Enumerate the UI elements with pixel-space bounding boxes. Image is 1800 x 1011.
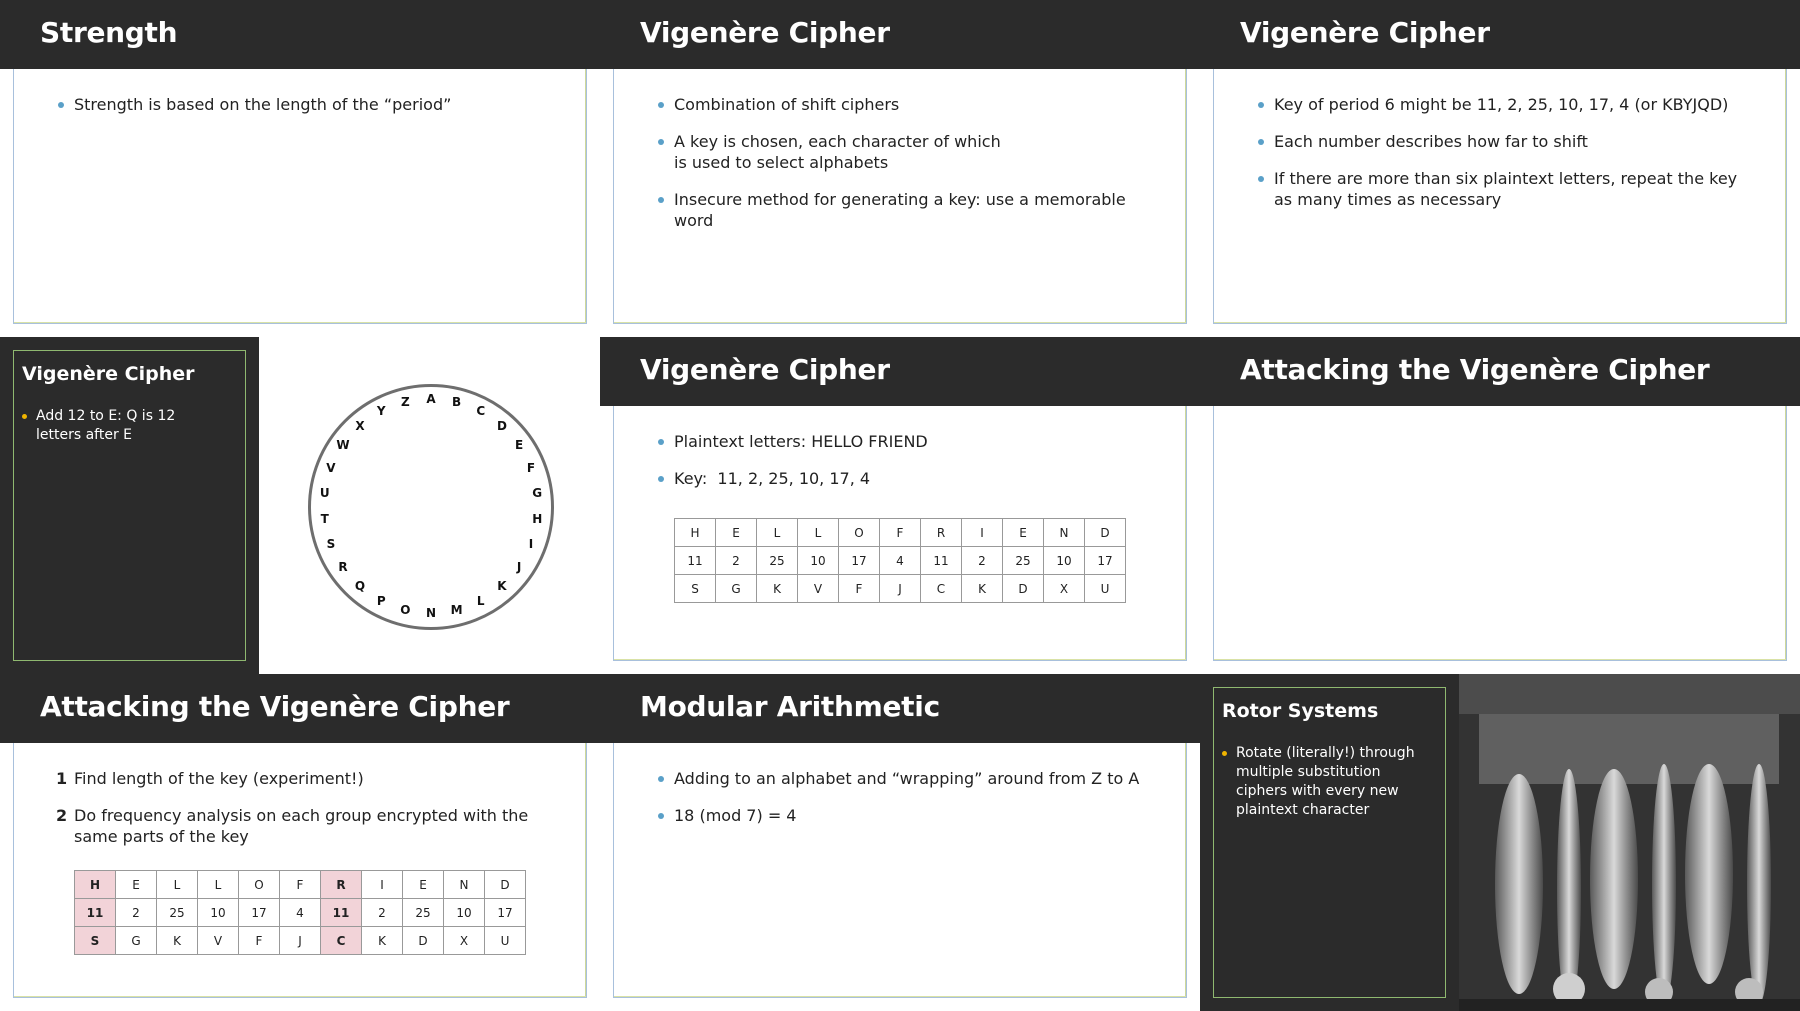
- table-cell: 11: [675, 547, 716, 575]
- table-cell: N: [444, 871, 485, 899]
- wheel-letter: L: [476, 593, 485, 608]
- table-cell: K: [962, 575, 1003, 603]
- slide-modular-arithmetic[interactable]: [600, 674, 1200, 1011]
- table-cell: 11: [321, 899, 362, 927]
- step-text: Find length of the key (experiment!): [74, 769, 364, 788]
- table-cell: F: [880, 519, 921, 547]
- slide-title: Vigenère Cipher: [640, 353, 890, 386]
- slide-frame: [1213, 406, 1787, 661]
- table-cell: J: [280, 927, 321, 955]
- wheel-letter: N: [425, 606, 437, 620]
- slide-header: [600, 0, 1200, 69]
- table-cell: 11: [921, 547, 962, 575]
- table-cell: I: [362, 871, 403, 899]
- bullet-item: Add 12 to E: Q is 12 letters after E: [22, 407, 217, 445]
- slide-body: [1222, 744, 1417, 820]
- wheel-letter: O: [400, 602, 411, 617]
- wheel-letter: R: [338, 559, 348, 574]
- wheel-letter: Z: [401, 395, 410, 410]
- bullet-item: Plaintext letters: HELLO FRIEND: [658, 431, 1168, 452]
- slide-rotor-systems[interactable]: [1200, 674, 1800, 1011]
- table-row: [75, 927, 526, 955]
- slide-header: [1200, 337, 1800, 406]
- bullet-item: Rotate (literally!) through multiple substitution ciphers with every new plaintext character: [1222, 744, 1417, 820]
- table-cell: O: [239, 871, 280, 899]
- table-cell: 17: [239, 899, 280, 927]
- bullet-item: Adding to an alphabet and “wrapping” around from Z to A: [658, 768, 1168, 789]
- table-cell: I: [962, 519, 1003, 547]
- wheel-letter: E: [514, 438, 524, 453]
- bullet-item: Insecure method for generating a key: use a memorable word: [658, 189, 1128, 231]
- table-row: [675, 519, 1126, 547]
- table-row: [675, 575, 1126, 603]
- table-cell: S: [75, 927, 116, 955]
- wheel-letter: J: [516, 559, 522, 574]
- rotor-machine-photo: [1459, 674, 1800, 1011]
- table-row: [75, 871, 526, 899]
- table-cell: 17: [485, 899, 526, 927]
- table-cell: U: [485, 927, 526, 955]
- slide-title: Vigenère Cipher: [640, 16, 890, 49]
- wheel-letter: H: [532, 511, 543, 526]
- table-cell: V: [798, 575, 839, 603]
- table-cell: H: [675, 519, 716, 547]
- dark-panel: [1200, 674, 1459, 1011]
- step-item: [56, 805, 536, 847]
- slide-title: Attacking the Vigenère Cipher: [1240, 353, 1710, 386]
- table-cell: 25: [157, 899, 198, 927]
- table-cell: 2: [716, 547, 757, 575]
- table-cell: 10: [798, 547, 839, 575]
- table-cell: 2: [362, 899, 403, 927]
- slide-attacking-1[interactable]: [1200, 337, 1800, 674]
- table-cell: U: [1085, 575, 1126, 603]
- wheel-letter: M: [450, 602, 463, 617]
- table-cell: L: [798, 519, 839, 547]
- table-cell: 10: [1044, 547, 1085, 575]
- panel-border: [13, 350, 246, 661]
- slide-header: [600, 337, 1200, 406]
- bullet-item: 18 (mod 7) = 4: [658, 805, 1168, 826]
- table-cell: 2: [962, 547, 1003, 575]
- bullet-item: Key: 11, 2, 25, 10, 17, 4: [658, 468, 1168, 489]
- table-cell: D: [1085, 519, 1126, 547]
- table-cell: L: [198, 871, 239, 899]
- table-cell: J: [880, 575, 921, 603]
- wheel-letter: V: [326, 461, 336, 476]
- step-number: 1: [56, 769, 68, 788]
- bullet-item: If there are more than six plaintext letters, repeat the key as many times as necessary: [1258, 168, 1758, 210]
- table-cell: F: [239, 927, 280, 955]
- wheel-letter: C: [476, 404, 486, 419]
- table-cell: D: [1003, 575, 1044, 603]
- slide-body: [658, 768, 1168, 842]
- slide-title: Modular Arithmetic: [640, 690, 940, 723]
- table-cell: D: [403, 927, 444, 955]
- table-cell: 10: [198, 899, 239, 927]
- table-cell: 17: [1085, 547, 1126, 575]
- table-cell: C: [921, 575, 962, 603]
- slide-title: Vigenère Cipher: [22, 363, 195, 385]
- table-cell: C: [321, 927, 362, 955]
- table-cell: 10: [444, 899, 485, 927]
- table-cell: O: [839, 519, 880, 547]
- slide-vigenere-1[interactable]: [600, 0, 1200, 337]
- alphabet-wheel: [308, 384, 554, 630]
- slide-vigenere-2[interactable]: [1200, 0, 1800, 337]
- wheel-letter: W: [336, 438, 350, 453]
- table-cell: 25: [757, 547, 798, 575]
- table-cell: G: [716, 575, 757, 603]
- bullet-item: Key of period 6 might be 11, 2, 25, 10, 17, 4 (or KBYJQD): [1258, 94, 1758, 115]
- wheel-letter: I: [528, 536, 534, 551]
- slide-body: [658, 431, 1168, 505]
- bullet-item: Combination of shift ciphers: [658, 94, 1028, 115]
- table-cell: K: [362, 927, 403, 955]
- table-cell: S: [675, 575, 716, 603]
- table-row: [675, 547, 1126, 575]
- table-cell: F: [280, 871, 321, 899]
- table-cell: X: [444, 927, 485, 955]
- slide-vigenere-example[interactable]: [600, 337, 1200, 674]
- slide-body: [56, 768, 536, 863]
- bullet-item: Strength is based on the length of the “period”: [58, 94, 568, 115]
- table-cell: E: [403, 871, 444, 899]
- wheel-letter: B: [452, 395, 462, 410]
- bullet-item: A key is chosen, each character of which is used to select alphabets: [658, 131, 1008, 173]
- step-text: Do frequency analysis on each group encrypted with the same parts of the key: [74, 806, 529, 846]
- table-cell: L: [157, 871, 198, 899]
- slide-body: [658, 94, 1126, 247]
- table-cell: L: [757, 519, 798, 547]
- wheel-letter: T: [320, 511, 329, 526]
- table-cell: G: [116, 927, 157, 955]
- slide-strength[interactable]: [0, 0, 600, 337]
- wheel-letter: S: [326, 536, 336, 551]
- slide-header: [1200, 0, 1800, 69]
- table-cell: X: [1044, 575, 1085, 603]
- table-cell: 11: [75, 899, 116, 927]
- wheel-letter: Q: [354, 579, 366, 594]
- slide-body: [22, 407, 217, 445]
- slide-title: Strength: [40, 16, 178, 49]
- table-cell: E: [1003, 519, 1044, 547]
- table-cell: 25: [403, 899, 444, 927]
- table-cell: F: [839, 575, 880, 603]
- table-cell: 2: [116, 899, 157, 927]
- wheel-letter: G: [532, 486, 543, 501]
- cipher-table-highlighted: [74, 870, 526, 955]
- wheel-letter: K: [497, 579, 507, 594]
- table-cell: R: [321, 871, 362, 899]
- slide-attacking-2[interactable]: [0, 674, 600, 1011]
- slide-title: Vigenère Cipher: [1240, 16, 1490, 49]
- slide-title: Attacking the Vigenère Cipher: [40, 690, 510, 723]
- step-item: [56, 768, 536, 789]
- wheel-letter: F: [526, 461, 536, 476]
- panel-border: [1213, 687, 1446, 998]
- table-cell: E: [116, 871, 157, 899]
- table-cell: K: [157, 927, 198, 955]
- table-cell: K: [757, 575, 798, 603]
- slide-header: [0, 0, 600, 69]
- table-cell: D: [485, 871, 526, 899]
- table-cell: 4: [880, 547, 921, 575]
- table-row: [75, 899, 526, 927]
- dark-panel: [0, 337, 259, 674]
- table-cell: E: [716, 519, 757, 547]
- rotor-photo-illustration: [1459, 674, 1800, 1011]
- slide-title: Rotor Systems: [1222, 700, 1379, 722]
- wheel-letter: P: [376, 593, 386, 608]
- bullet-item: Each number describes how far to shift: [1258, 131, 1758, 152]
- wheel-letter: D: [496, 418, 507, 433]
- table-cell: R: [921, 519, 962, 547]
- table-cell: 4: [280, 899, 321, 927]
- slide-body: [1258, 94, 1758, 226]
- table-cell: 17: [839, 547, 880, 575]
- table-cell: V: [198, 927, 239, 955]
- table-cell: H: [75, 871, 116, 899]
- slide-body: [58, 94, 568, 131]
- wheel-letter: Y: [376, 404, 386, 419]
- slide-header: [600, 674, 1200, 743]
- wheel-letter: U: [319, 486, 330, 501]
- table-cell: N: [1044, 519, 1085, 547]
- wheel-letter: A: [426, 392, 436, 406]
- wheel-letter: X: [355, 418, 365, 433]
- step-number: 2: [56, 806, 68, 825]
- cipher-table: [674, 518, 1126, 603]
- slide-header: [0, 674, 600, 743]
- table-cell: 25: [1003, 547, 1044, 575]
